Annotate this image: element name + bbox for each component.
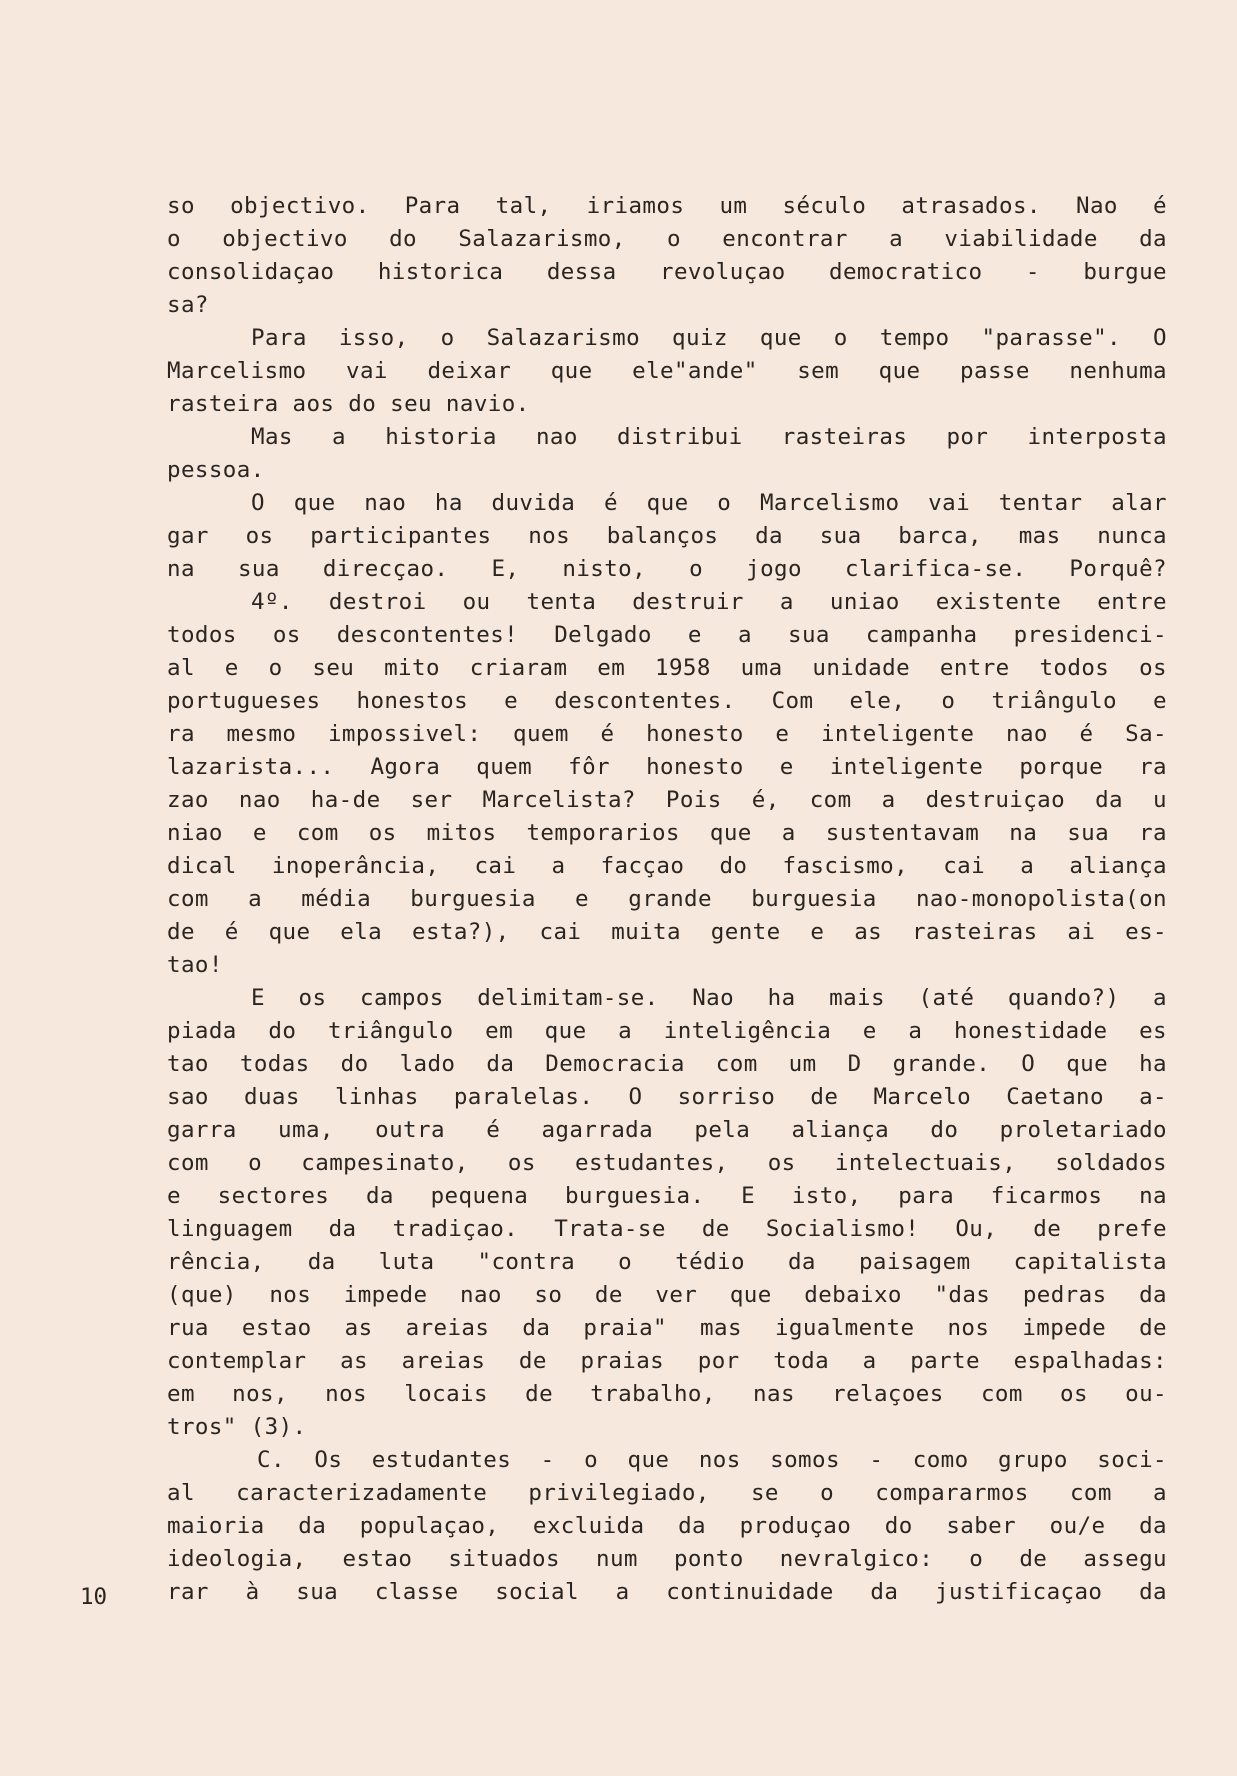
text-line: em nos, nos locais de trabalho, nas relaçoes com os ou- <box>167 1381 1167 1407</box>
text-line: garra uma, outra é agarrada pela aliança do proletariado <box>167 1117 1167 1143</box>
text-line: tros" (3). <box>167 1414 307 1440</box>
text-line: ra mesmo impossivel: quem é honesto e inteligente nao é Sa- <box>167 721 1167 747</box>
text-line: lazarista... Agora quem fôr honesto e inteligente porque ra <box>167 754 1167 780</box>
text-line: Para isso, o Salazarismo quiz que o tempo "parasse". O <box>251 325 1167 351</box>
text-line: zao nao ha-de ser Marcelista? Pois é, com a destruiçao da u <box>167 787 1167 813</box>
text-line: linguagem da tradiçao. Trata-se de Socialismo! Ou, de prefe <box>167 1216 1167 1242</box>
text-line: ideologia, estao situados num ponto nevralgico: o de assegu <box>167 1546 1167 1572</box>
text-line: rasteira aos do seu navio. <box>167 391 530 417</box>
text-line: tao todas do lado da Democracia com um D grande. O que ha <box>167 1051 1167 1077</box>
text-line: de é que ela esta?), cai muita gente e as rasteiras ai es- <box>167 919 1167 945</box>
text-line: gar os participantes nos balanços da sua barca, mas nunca <box>167 523 1167 549</box>
text-line: so objectivo. Para tal, iriamos um século atrasados. Nao é <box>167 193 1167 219</box>
text-line: C. Os estudantes - o que nos somos - como grupo soci- <box>257 1447 1167 1473</box>
text-line: 4º. destroi ou tenta destruir a uniao existente entre <box>251 589 1167 615</box>
text-line: E os campos delimitam-se. Nao ha mais (até quando?) a <box>251 985 1167 1011</box>
text-line: Marcelismo vai deixar que ele"ande" sem que passe nenhuma <box>167 358 1167 384</box>
text-line: pessoa. <box>167 457 265 483</box>
body-text <box>167 190 1167 1609</box>
text-line: (que) nos impede nao so de ver que debaixo "das pedras da <box>167 1282 1167 1308</box>
text-line: al caracterizadamente privilegiado, se o compararmos com a <box>167 1480 1167 1506</box>
text-line: dical inoperância, cai a facçao do fascismo, cai a aliança <box>167 853 1167 879</box>
text-line: rar à sua classe social a continuidade da justificaçao da <box>167 1579 1167 1605</box>
page-number: 10 <box>80 1584 108 1610</box>
text-line: rua estao as areias da praia" mas igualmente nos impede de <box>167 1315 1167 1341</box>
text-line: al e o seu mito criaram em 1958 uma unidade entre todos os <box>167 655 1167 681</box>
text-line: tao! <box>167 952 223 978</box>
text-line: todos os descontentes! Delgado e a sua campanha presidenci- <box>167 622 1167 648</box>
text-line: com a média burguesia e grande burguesia nao-monopolista(on <box>167 886 1167 912</box>
text-line: O que nao ha duvida é que o Marcelismo vai tentar alar <box>251 490 1167 516</box>
text-line: portugueses honestos e descontentes. Com ele, o triângulo e <box>167 688 1167 714</box>
text-line: o objectivo do Salazarismo, o encontrar a viabilidade da <box>167 226 1167 252</box>
text-line: consolidaçao historica dessa revoluçao democratico - burgue <box>167 259 1167 285</box>
text-line: maioria da populaçao, excluida da produçao do saber ou/e da <box>167 1513 1167 1539</box>
text-line: niao e com os mitos temporarios que a sustentavam na sua ra <box>167 820 1167 846</box>
text-line: piada do triângulo em que a inteligência e a honestidade es <box>167 1018 1167 1044</box>
text-line: contemplar as areias de praias por toda a parte espalhadas: <box>167 1348 1167 1374</box>
text-line: Mas a historia nao distribui rasteiras por interposta <box>251 424 1167 450</box>
text-line: e sectores da pequena burguesia. E isto, para ficarmos na <box>167 1183 1167 1209</box>
text-line: sa? <box>167 292 209 318</box>
text-line: rência, da luta "contra o tédio da paisagem capitalista <box>167 1249 1167 1275</box>
text-line: sao duas linhas paralelas. O sorriso de Marcelo Caetano a- <box>167 1084 1167 1110</box>
text-line: com o campesinato, os estudantes, os intelectuais, soldados <box>167 1150 1167 1176</box>
text-line: na sua direcçao. E, nisto, o jogo clarifica-se. Porquê? <box>167 556 1167 582</box>
